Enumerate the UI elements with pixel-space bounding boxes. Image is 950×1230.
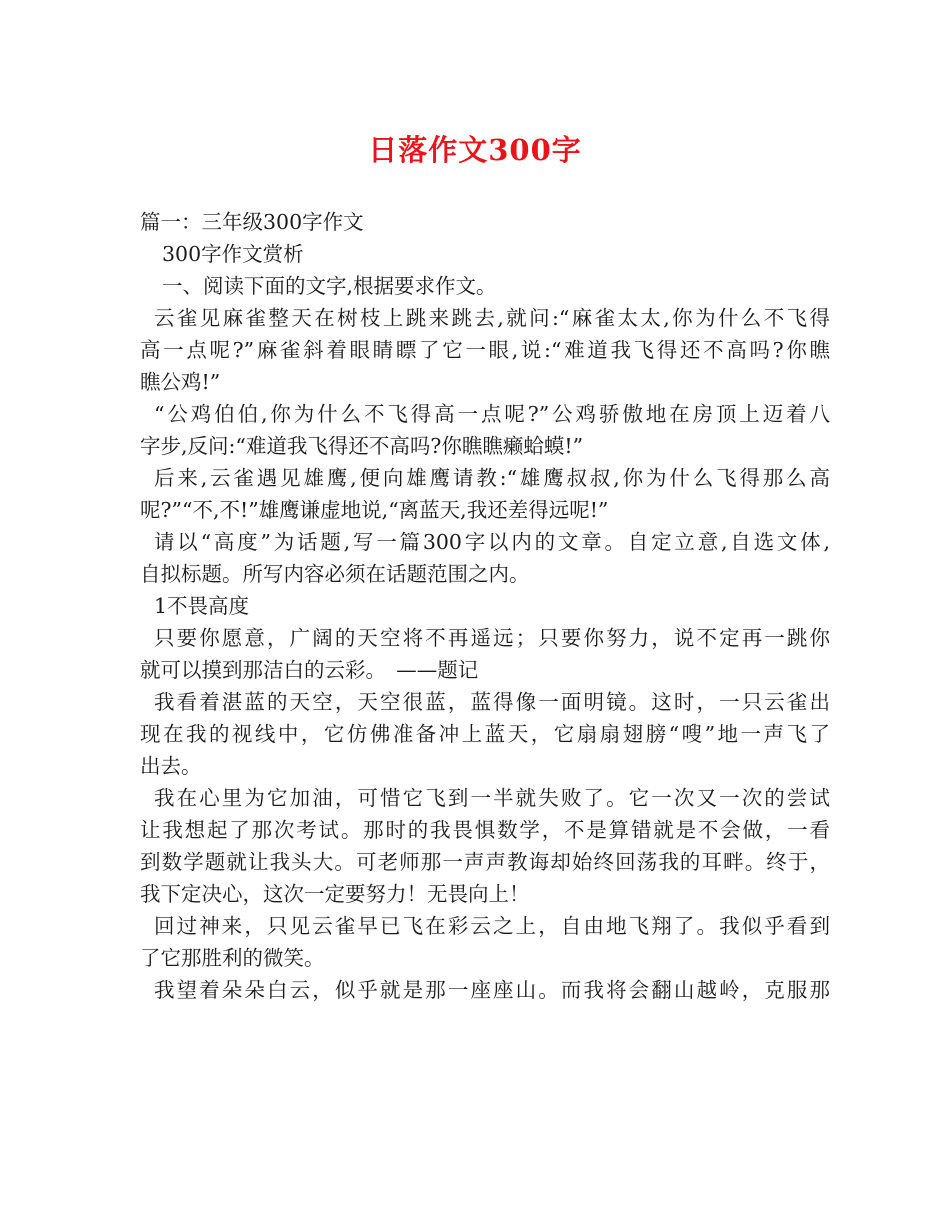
- text-line: “公鸡伯伯,你为什么不飞得高一点呢?”公鸡骄傲地在房顶上迈着八: [154, 402, 830, 426]
- text-line: 现在我的视线中，它仿佛准备冲上蓝天，它扇扇翅膀“嗖”地一声飞了: [140, 722, 830, 746]
- text-line: 到数学题就让我头大。可老师那一声声教诲却始终回荡我的耳畔。终于，: [140, 850, 830, 874]
- text-line: 只要你愿意，广阔的天空将不再遥远；只要你努力，说不定再一跳你: [154, 626, 830, 650]
- text-line: 300字作文赏析: [162, 242, 304, 266]
- text-line: 请以“高度”为话题,写一篇300字以内的文章。自定立意,自选文体,: [154, 530, 830, 554]
- document-body: [140, 206, 830, 1006]
- text-line: 云雀见麻雀整天在树枝上跳来跳去,就问:“麻雀太太,你为什么不飞得: [154, 306, 830, 330]
- text-line: 呢?”“不,不!”雄鹰谦虚地说,“离蓝天,我还差得远呢!”: [140, 498, 609, 522]
- text-line: 自拟标题。所写内容必须在话题范围之内。: [140, 562, 530, 586]
- text-line: 后来,云雀遇见雄鹰,便向雄鹰请教:“雄鹰叔叔,你为什么飞得那么高: [154, 466, 830, 490]
- text-line: 就可以摸到那洁白的云彩。 ——题记: [140, 658, 479, 682]
- text-line: 回过神来，只见云雀早已飞在彩云之上，自由地飞翔了。我似乎看到: [154, 914, 830, 938]
- text-line: 了它那胜利的微笑。: [140, 946, 325, 970]
- text-line: 字步,反问:“难道我飞得还不高吗?你瞧瞧癞蛤蟆!”: [140, 434, 584, 458]
- text-line: 我看着湛蓝的天空，天空很蓝，蓝得像一面明镜。这时，一只云雀出: [154, 690, 830, 714]
- text-line: 1不畏高度: [154, 594, 250, 618]
- text-line: 篇一：三年级300字作文: [140, 210, 364, 234]
- document-title: 日落作文300字: [368, 133, 582, 167]
- text-line: 瞧公鸡!”: [140, 370, 221, 394]
- text-line: 让我想起了那次考试。那时的我畏惧数学，不是算错就是不会做，一看: [140, 818, 830, 842]
- text-line: 一、阅读下面的文字,根据要求作文。: [162, 274, 497, 298]
- text-line: 出去。: [140, 754, 202, 778]
- text-line: 我望着朵朵白云，似乎就是那一座座山。而我将会翻山越岭，克服那: [154, 978, 830, 1002]
- text-line: 我下定决心，这次一定要努力！无畏向上！: [140, 882, 530, 906]
- text-line: 高一点呢?”麻雀斜着眼睛瞟了它一眼,说:“难道我飞得还不高吗?你瞧: [140, 338, 830, 362]
- text-line: 我在心里为它加油，可惜它飞到一半就失败了。它一次又一次的尝试: [154, 786, 830, 810]
